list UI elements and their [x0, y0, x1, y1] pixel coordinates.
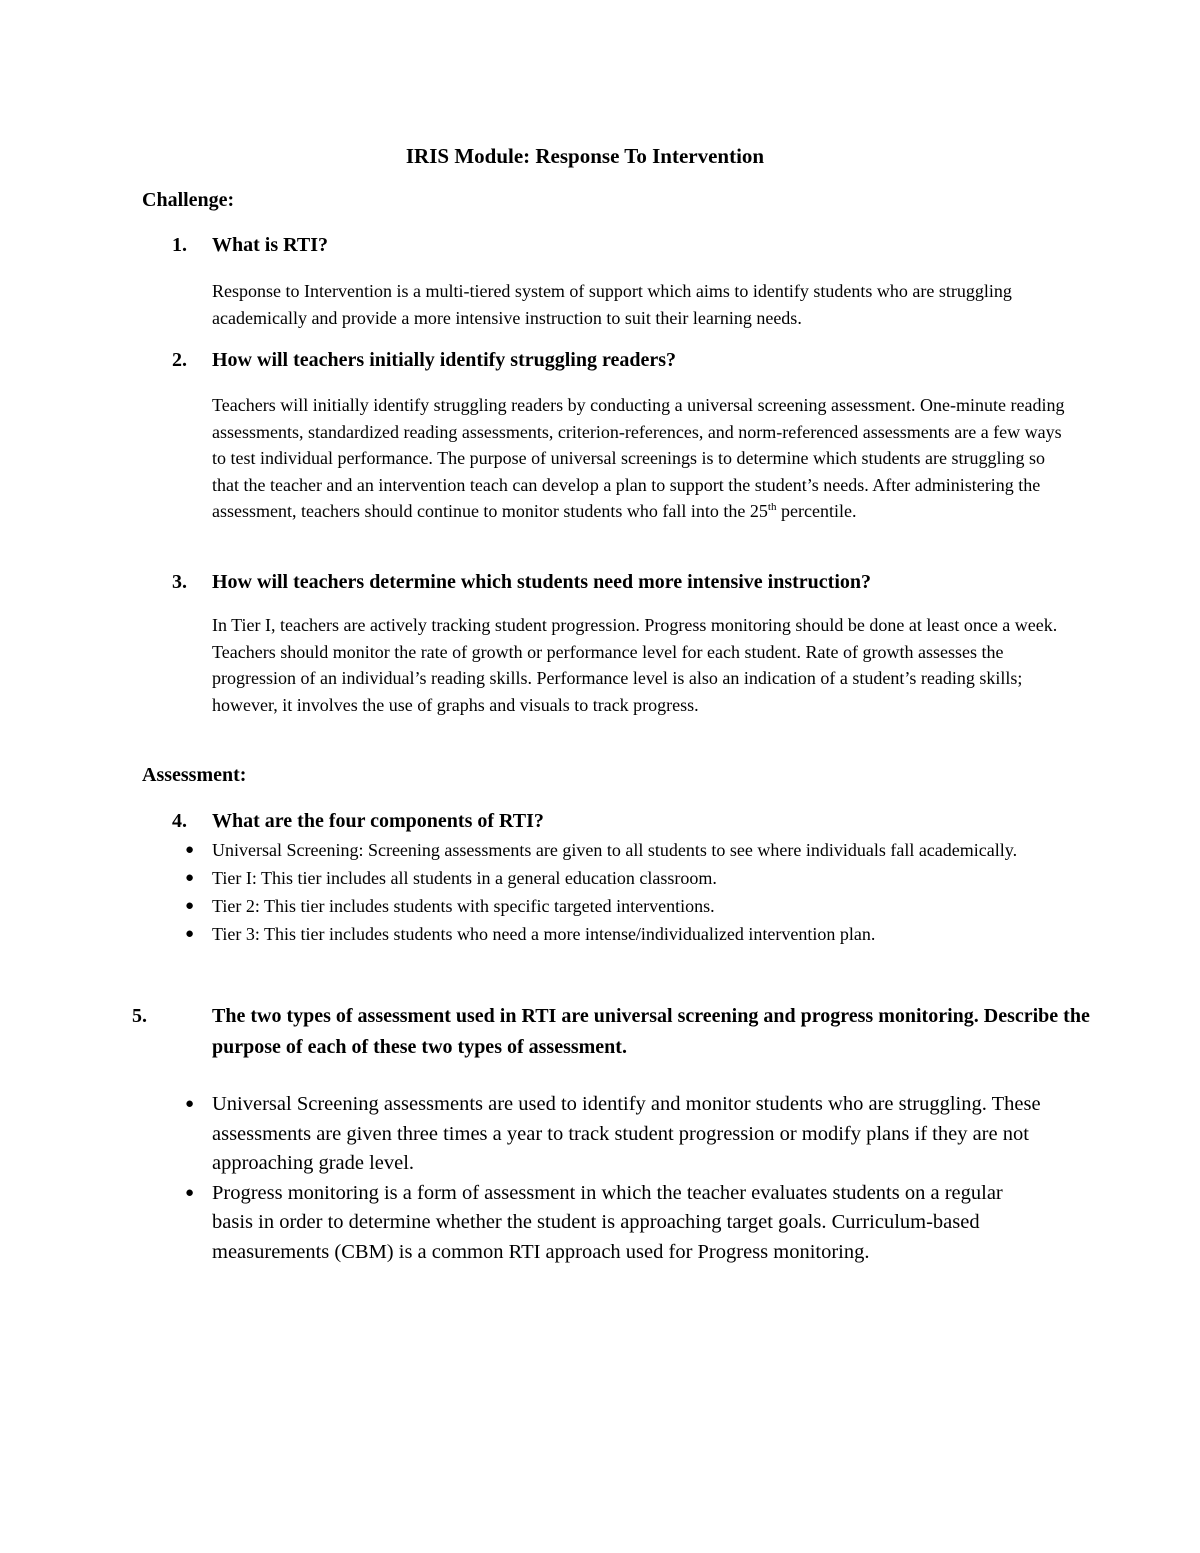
question-3-number: 3.	[172, 571, 187, 593]
question-2	[172, 345, 1072, 376]
answer-2	[212, 392, 1072, 525]
question-2-text: How will teachers initially identify struggling readers?	[212, 349, 677, 371]
bullet-icon: ●	[185, 842, 195, 858]
question-1	[172, 230, 1072, 261]
answer-2-superscript: th	[767, 501, 777, 513]
components-list	[185, 836, 1042, 948]
assessment-heading: Assessment:	[142, 764, 247, 786]
question-5	[132, 1001, 1112, 1063]
bullet-icon: ●	[185, 926, 195, 942]
bullet-icon: ●	[185, 870, 195, 886]
bullet-icon: ●	[185, 1096, 195, 1112]
question-3	[172, 567, 1072, 598]
question-3-text: How will teachers determine which students need more intensive instruction?	[212, 571, 872, 593]
page-title: IRIS Module: Response To Intervention	[405, 144, 765, 168]
question-4-number: 4.	[172, 810, 187, 832]
list-item: ● Progress monitoring is a form of assessment in which the teacher evaluates students on a regular basis in order to determine whether the student is approaching target goals. Curriculum-based measurements (CBM) is a common RTI approach used for Progress monitoring.	[142, 1179, 1042, 1268]
answer-1: Response to Intervention is a multi-tiered system of support which aims to identify students who are struggling academically and provide a more intensive instruction to suit their learning needs.	[212, 281, 1012, 328]
list-item: ● Tier I: This tier includes all students in a general education classroom.	[142, 864, 1042, 892]
list-item: ● Tier 3: This tier includes students who need a more intense/individualized intervention plan.	[142, 920, 1042, 948]
question-5-number: 5.	[132, 1005, 147, 1027]
answer-2-text: Teachers will initially identify struggling readers by conducting a universal screening assessment. One-minute reading assessments, standardized reading assessments, criterion-references, and norm-referenced assessments are a few ways to test individual performance. The purpose of universal screenings is to determine which students are struggling so that the teacher and an intervention teach can develop a plan to support the student’s needs. After administering the assessment, teachers should continue to monitor students who fall into the 25	[212, 395, 1065, 521]
bullet-icon: ●	[185, 898, 195, 914]
answer-2-text-end: percentile.	[776, 501, 857, 521]
assessment-types-list	[185, 1090, 1042, 1267]
list-item: ● Universal Screening assessments are used to identify and monitor students who are struggling. These assessments are given three times a year to track student progression or modify plans if they are not approaching grade level.	[142, 1090, 1042, 1179]
question-1-number: 1.	[172, 234, 187, 256]
answer-3: In Tier I, teachers are actively tracking student progression. Progress monitoring should be done at least once a week. Teachers should monitor the rate of growth or performance level for each student. Rate of growth assesses the progression of an individual’s reading skills. Performance level is also an indication of a student’s reading skills; however, it involves the use of graphs and visuals to track progress.	[212, 615, 1058, 715]
list-item: ● Tier 2: This tier includes students with specific targeted interventions.	[142, 892, 1042, 920]
question-2-number: 2.	[172, 349, 187, 371]
question-4	[172, 806, 1072, 837]
question-4-text: What are the four components of RTI?	[212, 810, 544, 832]
question-1-text: What is RTI?	[212, 234, 328, 256]
question-5-text: The two types of assessment used in RTI are universal screening and progress monitoring. Describe the purpose of each of these two types of assessment.	[212, 1005, 1090, 1058]
challenge-heading: Challenge:	[142, 189, 235, 211]
bullet-icon: ●	[185, 1184, 195, 1201]
list-item: ● Universal Screening: Screening assessments are given to all students to see where individuals fall academically.	[142, 836, 1042, 864]
